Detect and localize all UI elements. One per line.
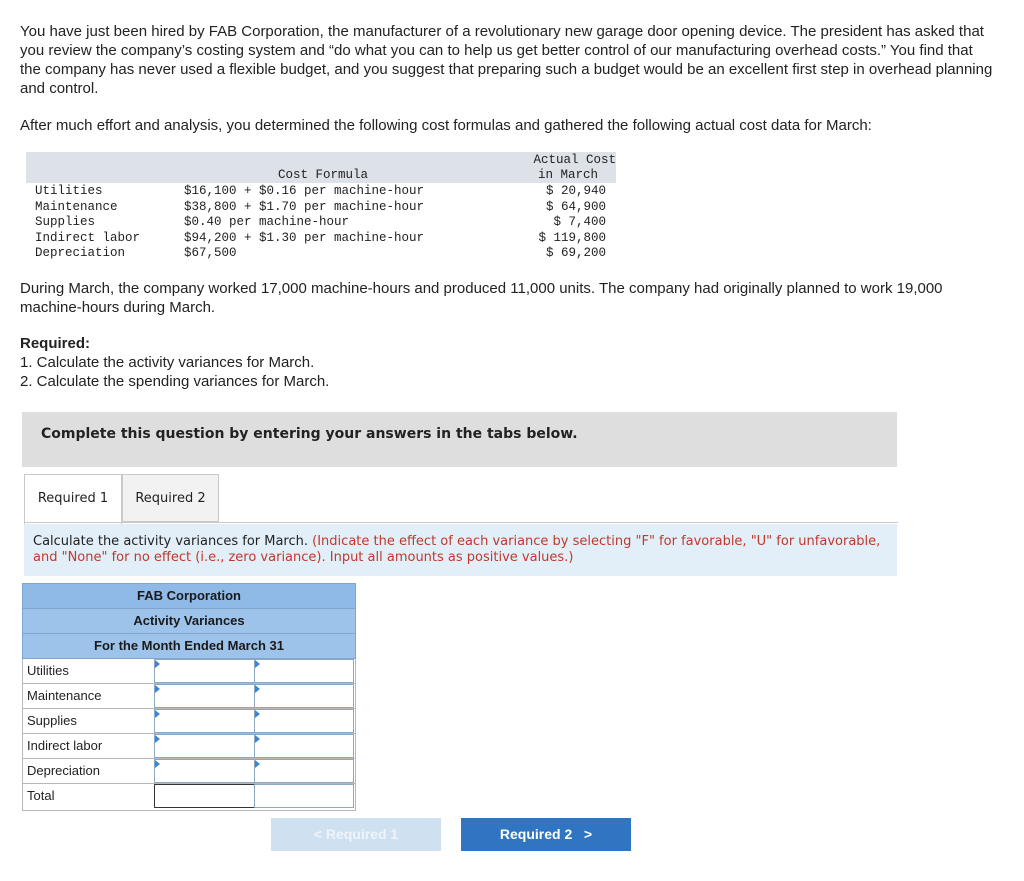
row-label: Indirect labor: [27, 738, 103, 753]
table-row: [22, 684, 356, 709]
header-cost-formula: Cost Formula: [278, 168, 369, 182]
row-formula-depreciation: $67,500: [184, 246, 237, 260]
row-label: Utilities: [27, 663, 69, 678]
table-row: [22, 784, 356, 811]
total-effect-select[interactable]: [254, 784, 354, 808]
question-panel: [24, 524, 897, 576]
row-label-maintenance: Maintenance: [35, 199, 118, 214]
activity-variance-grid: [22, 583, 356, 811]
next-button-label: Required 2: [499, 826, 573, 842]
header-actual-cost: Actual Cost: [533, 153, 616, 167]
row-label-utilities: Utilities: [35, 184, 103, 198]
table-row: [22, 659, 356, 684]
tab-required-1[interactable]: Required 1: [24, 474, 122, 524]
table-row: [22, 709, 356, 734]
during-paragraph: During March, the company worked 17,000 machine-hours and produced 11,000 units. The company had originally planned to work 19,000 machine-hours during March.: [20, 280, 943, 316]
maintenance-effect-select[interactable]: [254, 684, 354, 708]
row-label: Depreciation: [27, 763, 100, 778]
row-formula-indirect-labor: $94,200 + $1.30 per machine-hour: [184, 230, 425, 245]
row-label: Supplies: [27, 713, 77, 728]
required-item-2: 2. Calculate the spending variances for March.: [20, 373, 330, 390]
supplies-amount-input[interactable]: [154, 709, 255, 733]
panel-text: [33, 534, 883, 566]
next-required-button[interactable]: [461, 818, 631, 851]
utilities-amount-input[interactable]: [154, 659, 255, 683]
row-label-depreciation: Depreciation: [35, 246, 126, 260]
instruction-text: Complete this question by entering your answers in the tabs below.: [41, 426, 578, 442]
intro-paragraph: You have just been hired by FAB Corporation, the manufacturer of a revolutionary new garage door opening device. The president has asked that you review the company’s costing system and “do what you can to help us get better control of our manufacturing overhead costs.” You find that the company has never used a flexible budget, and you suggest that preparing such a budget would be an excellent first step in overhead planning and control.: [20, 23, 993, 97]
row-formula-supplies: $0.40 per machine-hour: [184, 215, 350, 229]
after-paragraph: After much effort and analysis, you determined the following cost formulas and gathered the following actual cost data for March:: [20, 117, 872, 134]
indirect-labor-amount-input[interactable]: [154, 734, 255, 758]
grid-title: FAB Corporation: [22, 583, 356, 608]
required-heading: Required:: [20, 335, 91, 352]
table-row: [22, 759, 356, 784]
row-label-supplies: Supplies: [35, 215, 96, 229]
prev-required-button[interactable]: [271, 818, 441, 851]
row-actual-depreciation: $ 69,200: [545, 246, 606, 260]
row-formula-maintenance: $38,800 + $1.70 per machine-hour: [184, 199, 425, 214]
panel-note: (Indicate the effect of each variance by selecting "F" for favorable, "U" for unfavorable, and "None" for no effect (i.e., zero variance). Input all amounts as positive values.): [33, 534, 881, 565]
row-label: Total: [27, 788, 55, 803]
chevron-right-icon: >: [576, 826, 593, 842]
cost-formula-table: [26, 152, 616, 263]
depreciation-amount-input[interactable]: [154, 759, 255, 783]
row-label-indirect-labor: Indirect labor: [35, 230, 141, 245]
chevron-left-icon: <: [313, 826, 322, 842]
indirect-labor-effect-select[interactable]: [254, 734, 354, 758]
header-in-march: in March: [537, 168, 598, 182]
supplies-effect-select[interactable]: [254, 709, 354, 733]
required-section: [20, 334, 329, 391]
tab-required-2[interactable]: Required 2: [122, 474, 219, 522]
row-actual-supplies: $ 7,400: [553, 215, 606, 229]
tab-divider: [24, 522, 898, 523]
row-actual-maintenance: $ 64,900: [545, 199, 606, 214]
depreciation-effect-select[interactable]: [254, 759, 354, 783]
row-actual-utilities: $ 20,940: [545, 184, 606, 198]
table-row: [22, 734, 356, 759]
utilities-effect-select[interactable]: [254, 659, 354, 683]
total-amount-input[interactable]: [154, 784, 255, 808]
row-formula-utilities: $16,100 + $0.16 per machine-hour: [184, 184, 425, 198]
grid-period: For the Month Ended March 31: [22, 633, 356, 659]
required-item-1: 1. Calculate the activity variances for March.: [20, 354, 315, 371]
row-actual-indirect-labor: $ 119,800: [538, 230, 606, 245]
panel-question: Calculate the activity variances for March.: [33, 534, 309, 549]
maintenance-amount-input[interactable]: [154, 684, 255, 708]
prev-button-label: Required 1: [325, 826, 399, 842]
row-label: Maintenance: [27, 688, 102, 703]
grid-subtitle: Activity Variances: [22, 608, 356, 633]
instruction-box: [22, 412, 897, 467]
